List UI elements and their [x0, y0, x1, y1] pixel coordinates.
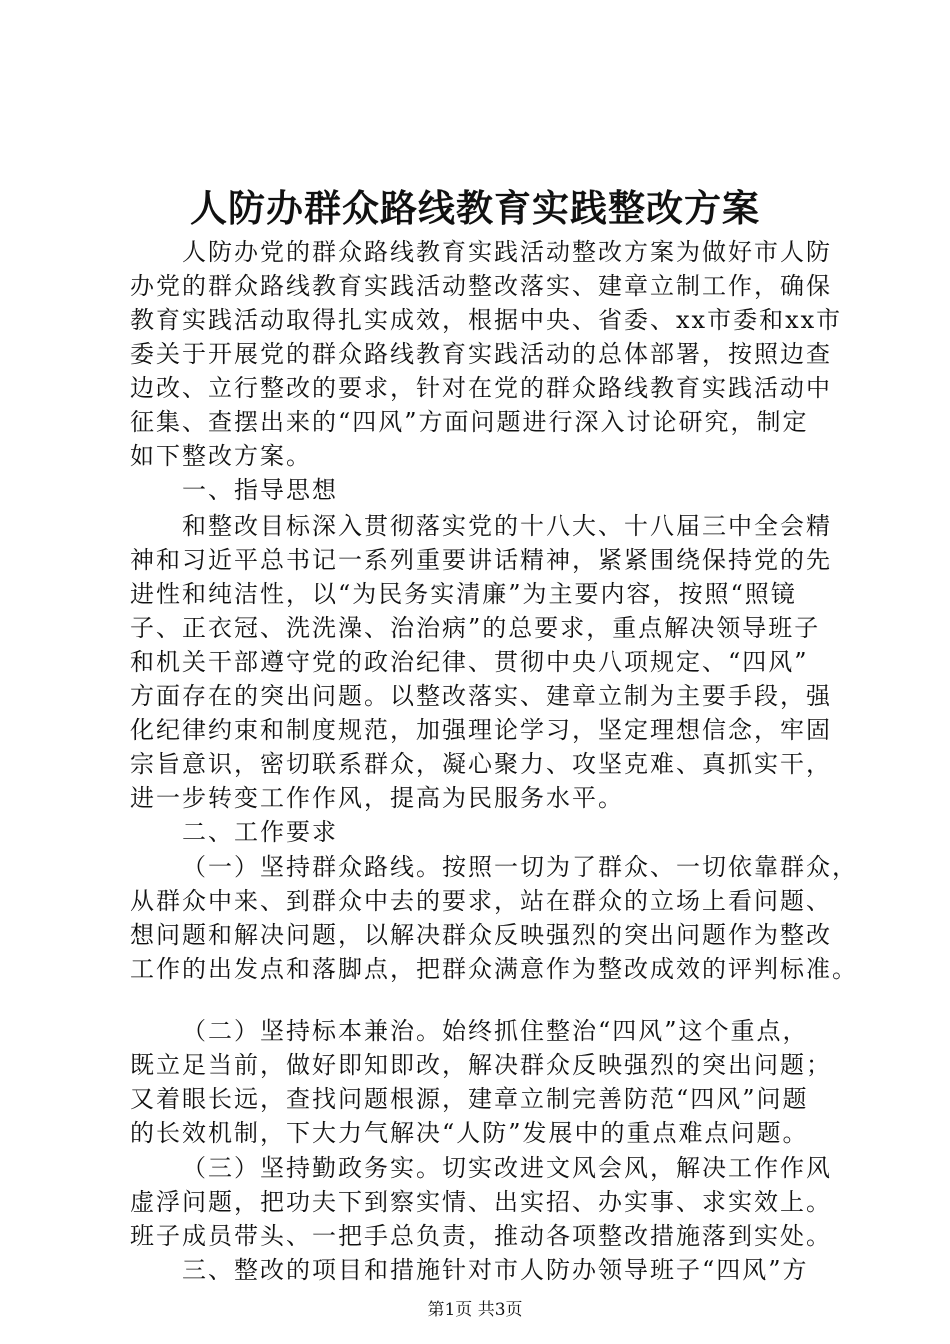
body-line: 的长效机制，下大力气解决“人防”发展中的重点难点问题。 [130, 1119, 809, 1147]
body-line: 和整改目标深入贯彻落实党的十八大、十八届三中全会精 [182, 512, 832, 540]
body-line: 和机关干部遵守党的政治纪律、贯彻中央八项规定、“四风” [130, 648, 809, 676]
body-line: 想问题和解决问题，以解决群众反映强烈的突出问题作为整改 [130, 921, 832, 949]
body-line: 征集、查摆出来的“四风”方面问题进行深入讨论研究，制定 [130, 408, 809, 436]
body-line: 进性和纯洁性，以“为民务实清廉”为主要内容，按照“照镜 [130, 580, 797, 608]
body-line: 方面存在的突出问题。以整改落实、建章立制为主要手段，强 [130, 682, 832, 710]
body-line: 从群众中来、到群众中去的要求，站在群众的立场上看问题、 [130, 887, 832, 915]
body-line: （一）坚持群众路线。按照一切为了群众、一切依靠群众， [182, 853, 858, 881]
body-line: 进一步转变工作作风，提高为民服务水平。 [130, 784, 624, 812]
page-footer: 第1页 共3页 [427, 1300, 523, 1320]
body-line: 宗旨意识，密切联系群众，凝心聚力、攻坚克难、真抓实干， [130, 750, 832, 778]
body-line: 人防办党的群众路线教育实践活动整改方案为做好市人防 [182, 238, 832, 266]
body-line: 虚浮问题，把功夫下到察实情、出实招、办实事、求实效上。 [130, 1188, 832, 1216]
body-line: （二）坚持标本兼治。始终抓住整治“四风”这个重点， [182, 1017, 809, 1045]
body-line: 办党的群众路线教育实践活动整改落实、建章立制工作，确保 [130, 272, 832, 300]
body-line: 边改、立行整改的要求，针对在党的群众路线教育实践活动中 [130, 374, 832, 402]
body-line: 委关于开展党的群众路线教育实践活动的总体部署，按照边查 [130, 340, 832, 368]
section-heading: 二、工作要求 [182, 818, 338, 846]
body-line: 如下整改方案。 [130, 442, 312, 470]
body-line: 教育实践活动取得扎实成效，根据中央、省委、xx市委和xx市 [130, 306, 843, 334]
body-line: 既立足当前，做好即知即改，解决群众反映强烈的突出问题； [130, 1051, 832, 1079]
section-heading: 三、整改的项目和措施针对市人防办领导班子“四风”方 [182, 1256, 809, 1284]
body-line: 子、正衣冠、洗洗澡、治治病”的总要求，重点解决领导班子 [130, 614, 821, 642]
section-heading: 一、指导思想 [182, 476, 338, 504]
body-line: 又着眼长远，查找问题根源，建章立制完善防范“四风”问题 [130, 1085, 809, 1113]
body-line: （三）坚持勤政务实。切实改进文风会风，解决工作作风 [182, 1154, 832, 1182]
document-title: 人防办群众路线教育实践整改方案 [190, 186, 760, 230]
body-line: 化纪律约束和制度规范，加强理论学习，坚定理想信念，牢固 [130, 716, 832, 744]
body-line: 神和习近平总书记一系列重要讲话精神，紧紧围绕保持党的先 [130, 546, 832, 574]
body-line: 工作的出发点和落脚点，把群众满意作为整改成效的评判标准。 [130, 955, 858, 983]
body-line: 班子成员带头、一把手总负责，推动各项整改措施落到实处。 [130, 1222, 832, 1250]
